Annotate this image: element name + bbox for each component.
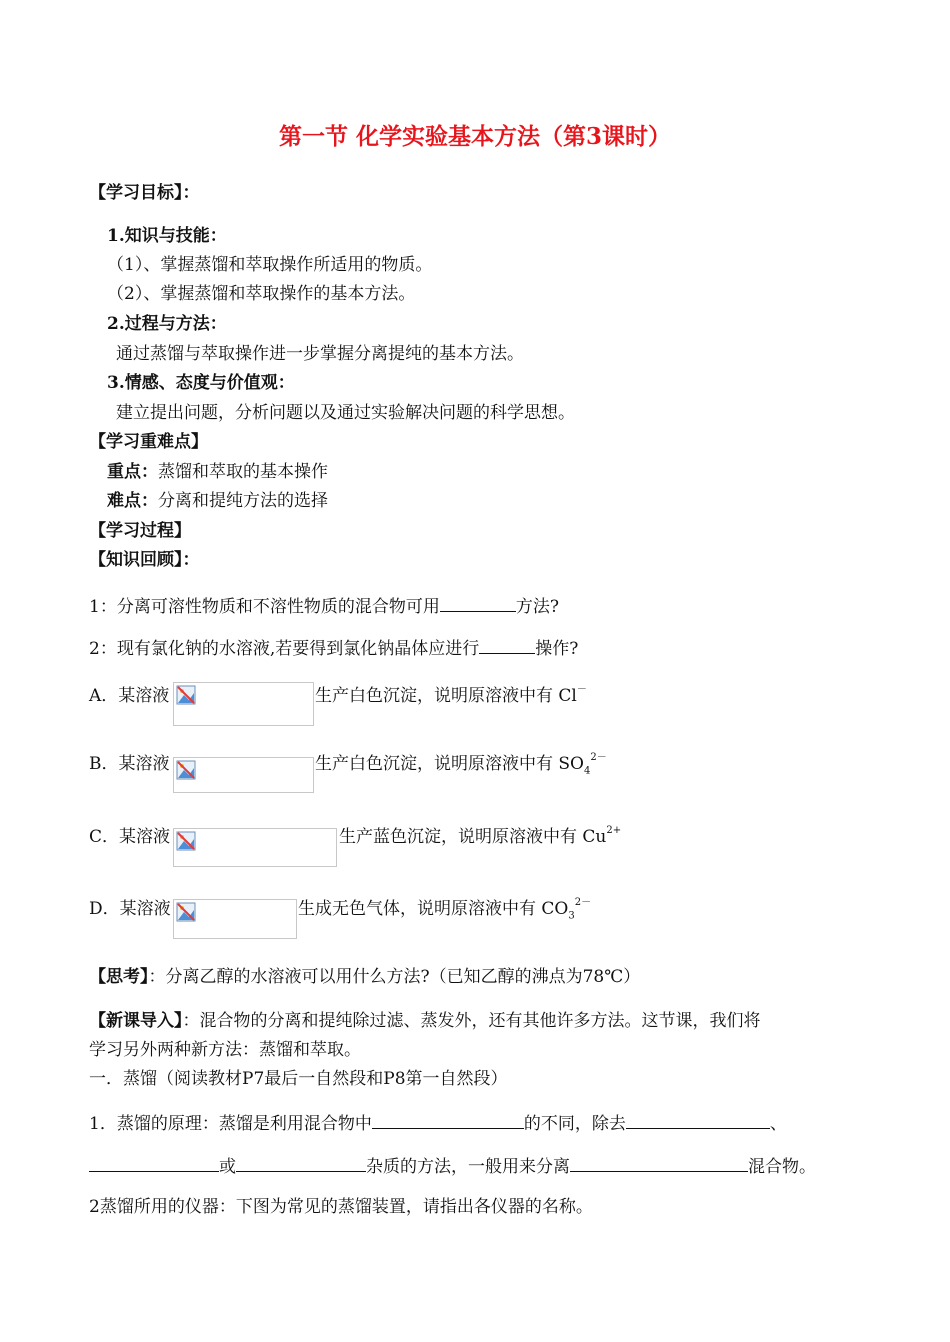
principle-blank-1 — [372, 1110, 524, 1129]
principle-mixture: 混合物。 — [748, 1157, 816, 1177]
broken-image-icon — [176, 902, 196, 922]
focus-text: 蒸馏和萃取的基本操作 — [158, 462, 328, 482]
intro-line-2: 学习另外两种新方法：蒸馏和萃取。 — [89, 1040, 361, 1060]
objectives-heading: 【学习目标】： — [89, 183, 200, 203]
difficulty-label: 难点： — [107, 491, 158, 511]
principle-or: 或 — [219, 1157, 236, 1177]
think-label: 【思考】 — [89, 967, 149, 987]
option-c-statement: 生产蓝色沉淀，说明原溶液中有 Cu — [339, 827, 607, 847]
q2-blank — [479, 635, 535, 654]
key-points-heading: 【学习重难点】 — [89, 432, 208, 452]
think-text: ：分离乙醇的水溶液可以用什么方法?（已知乙醇的沸点为78℃） — [148, 967, 641, 987]
broken-image-icon — [176, 831, 196, 851]
broken-image-icon — [176, 685, 196, 705]
principle-blank-5 — [570, 1153, 748, 1172]
option-d-subscript: 3 — [568, 910, 575, 922]
review-heading: 【知识回顾】： — [89, 550, 200, 570]
principle-end: 、 — [769, 1114, 787, 1134]
option-d-text — [298, 898, 591, 920]
process-method-heading: 2.过程与方法： — [107, 314, 227, 334]
difficulty-text: 分离和提纯方法的选择 — [158, 491, 328, 511]
intro-text-1: ：混合物的分离和提纯除过滤、蒸发外，还有其他许多方法。这节课，我们将 — [182, 1011, 761, 1031]
review-question-1 — [89, 593, 559, 618]
principle-blank-4 — [236, 1153, 366, 1172]
q1-blank — [440, 593, 516, 612]
principle-line-1 — [89, 1110, 787, 1135]
knowledge-item-1: （1）、掌握蒸馏和萃取操作所适用的物质。 — [107, 255, 433, 275]
option-b-subscript: 4 — [584, 765, 591, 777]
principle-impurity: 杂质的方法，一般用来分离 — [366, 1157, 570, 1177]
page-title: 第一节 化学实验基本方法（第3课时） — [278, 123, 671, 150]
intro-label: 【新课导入】 — [89, 1011, 183, 1031]
q2-text: 2：现有氯化钠的水溶液,若要得到氯化钠晶体应进行 — [89, 639, 480, 659]
option-b-charge: 2－ — [590, 752, 607, 764]
principle-mid: 的不同，除去 — [523, 1114, 626, 1134]
option-d-charge: 2－ — [574, 897, 592, 909]
option-d-label: D．某溶液 — [89, 899, 171, 919]
principle-line-2 — [89, 1153, 816, 1178]
option-a-statement: 生产白色沉淀，说明原溶液中有 Cl — [315, 686, 577, 706]
option-c-text — [339, 826, 621, 848]
process-heading: 【学习过程】 — [89, 521, 191, 541]
option-b-text — [315, 753, 607, 775]
option-a-label: A．某溶液 — [89, 686, 170, 706]
focus-label: 重点： — [107, 462, 158, 482]
principle-blank-2 — [626, 1110, 770, 1129]
emotion-heading: 3.情感、态度与价值观： — [107, 373, 295, 393]
knowledge-heading: 1.知识与技能： — [107, 226, 227, 246]
principle-blank-3 — [89, 1153, 219, 1172]
option-c-image-frame — [173, 828, 337, 867]
section-1-heading: 一．蒸馏（阅读教材P7最后一自然段和P8第一自然段） — [89, 1069, 508, 1089]
principle-text: 1．蒸馏的原理：蒸馏是利用混合物中 — [89, 1114, 372, 1134]
q2-suffix: 操作? — [535, 639, 579, 659]
option-d-statement: 生成无色气体，说明原溶液中有 CO — [298, 899, 569, 919]
focus-line — [107, 461, 328, 483]
option-b-statement: 生产白色沉淀，说明原溶液中有 SO — [315, 754, 584, 774]
process-method-item: 通过蒸馏与萃取操作进一步掌握分离提纯的基本方法。 — [116, 344, 524, 364]
think-line — [89, 966, 640, 988]
difficulty-line — [107, 490, 328, 512]
q1-text: 1：分离可溶性物质和不溶性物质的混合物可用 — [89, 597, 440, 617]
emotion-item: 建立提出问题，分析问题以及通过实验解决问题的科学思想。 — [116, 403, 575, 423]
knowledge-item-2: （2）、掌握蒸馏和萃取操作的基本方法。 — [107, 284, 416, 304]
intro-line-1 — [89, 1010, 761, 1032]
review-question-2 — [89, 635, 578, 660]
option-a-image-frame — [173, 682, 314, 726]
instruments-line: 2蒸馏所用的仪器：下图为常见的蒸馏装置，请指出各仪器的名称。 — [89, 1197, 593, 1217]
q1-suffix: 方法? — [515, 597, 559, 617]
option-b-image-frame — [173, 757, 314, 793]
option-c-label: C．某溶液 — [89, 827, 171, 847]
option-a-text — [315, 685, 587, 707]
option-c-charge: 2+ — [606, 825, 622, 837]
option-b-label: B．某溶液 — [89, 754, 170, 774]
option-d-image-frame — [173, 899, 297, 939]
option-a-charge: － — [576, 684, 587, 696]
broken-image-icon — [176, 760, 196, 780]
